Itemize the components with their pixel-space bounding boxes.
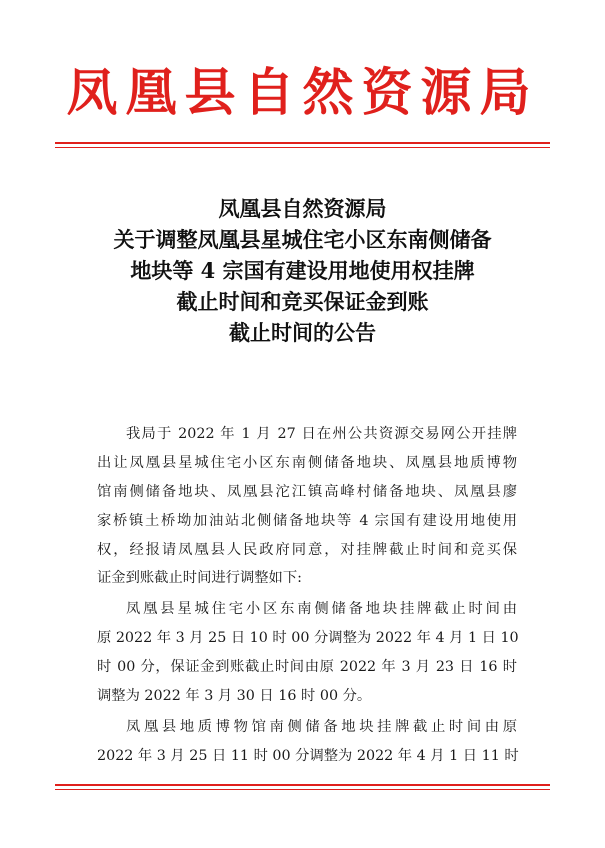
- body-line: 时 00 分，保证金到账截止时间由原 2022 年 3 月 23 日 16 时: [97, 659, 517, 676]
- body-line: 凤凰县星城住宅小区东南侧储备地块挂牌截止时间由: [126, 601, 517, 618]
- body-line: 调整为 2022 年 3 月 30 日 16 时 00 分。: [97, 688, 372, 705]
- letterhead-org-name: 凤凰县自然资源局: [66, 63, 539, 123]
- footer-divider-thick: [55, 784, 550, 786]
- letterhead-divider-thin: [55, 147, 550, 148]
- body-line: 权，经报请凤凰县人民政府同意，对挂牌截止时间和竞买保: [97, 541, 517, 558]
- title-line: 地块等 4 宗国有建设用地使用权挂牌: [130, 258, 475, 283]
- title-line: 凤凰县自然资源局: [218, 196, 387, 221]
- body-line: 出让凤凰县星城住宅小区东南侧储备地块、凤凰县地质博物: [97, 454, 517, 471]
- letterhead-divider-thick: [55, 142, 550, 144]
- title-line: 关于调整凤凰县星城住宅小区东南侧储备: [113, 227, 492, 252]
- body-line: 我局于 2022 年 1 月 27 日在州公共资源交易网公开挂牌: [126, 426, 517, 442]
- body-line: 原 2022 年 3 月 25 日 10 时 00 分调整为 2022 年 4 月 1 日 10: [97, 630, 519, 647]
- body-line: 凤凰县地质博物馆南侧储备地块挂牌截止时间由原: [126, 718, 517, 735]
- title-line: 截止时间的公告: [229, 320, 376, 345]
- footer-divider-thin: [55, 789, 550, 790]
- announcement-body: [97, 420, 517, 771]
- body-line: 2022 年 3 月 25 日 11 时 00 分调整为 2022 年 4 月 1 日 11 时: [97, 747, 519, 764]
- body-line: 证金到账截止时间进行调整如下:: [97, 570, 302, 587]
- body-line: 家桥镇土桥坳加油站北侧储备地块等 4 宗国有建设用地使用: [97, 512, 517, 529]
- body-line: 馆南侧储备地块、凤凰县沱江镇高峰村储备地块、凤凰县廖: [97, 483, 517, 500]
- announcement-title: [40, 193, 565, 348]
- title-line: 截止时间和竞买保证金到账: [176, 289, 429, 314]
